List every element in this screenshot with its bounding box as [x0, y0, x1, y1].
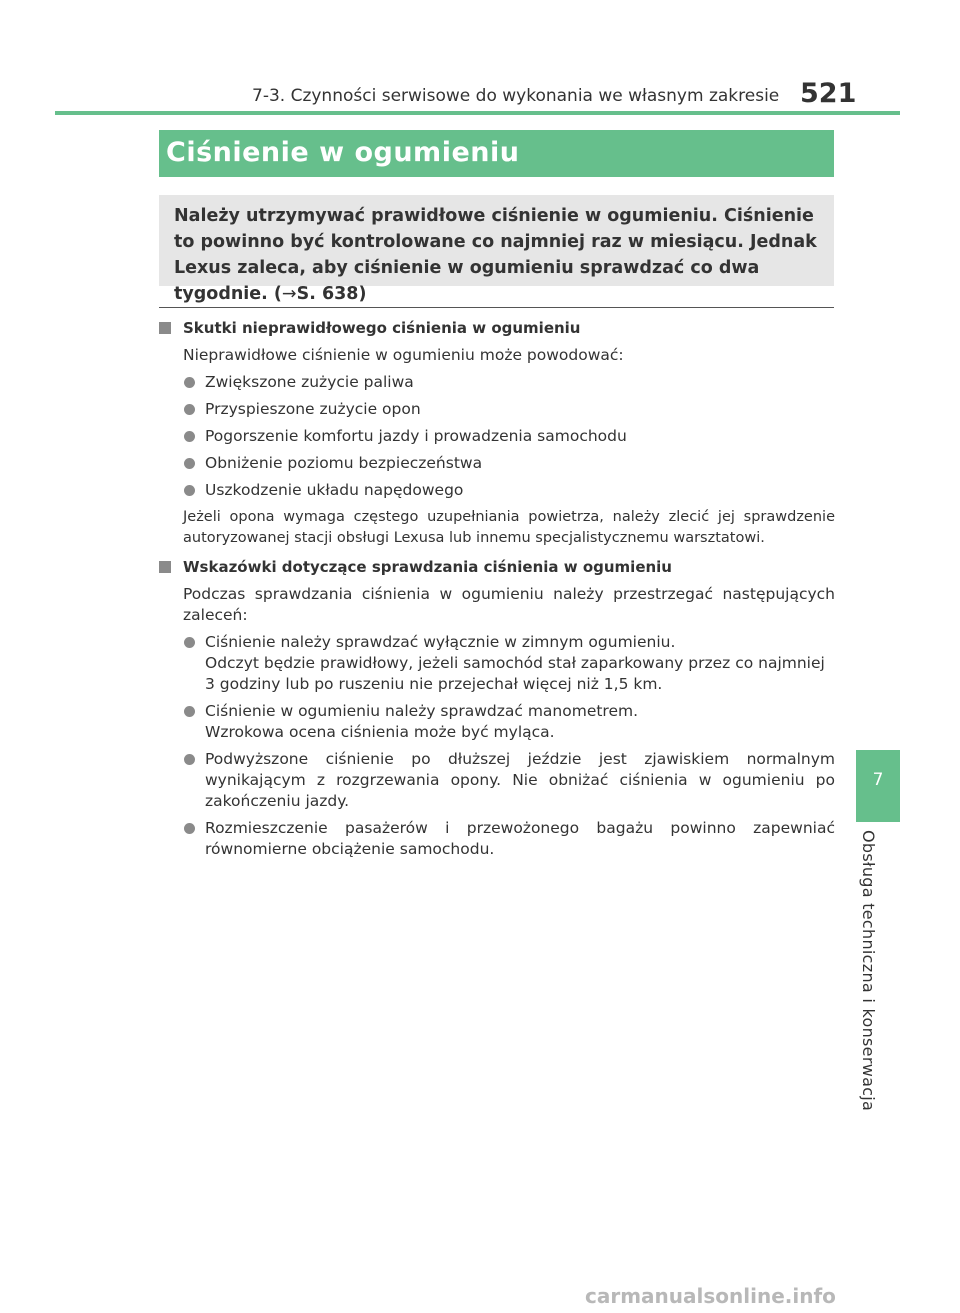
circle-bullet-icon [184, 404, 195, 415]
header-rule [55, 111, 900, 115]
header-section-title: 7-3. Czynności serwisowe do wykonania we własnym zakresie [252, 86, 780, 106]
circle-bullet-icon [184, 458, 195, 469]
list-item [159, 453, 835, 474]
list-item [159, 749, 835, 812]
arrow-icon: → [281, 284, 297, 304]
list-item [159, 701, 835, 743]
circle-bullet-icon [184, 485, 195, 496]
list-item-detail: Wzrokowa ocena ciśnienia może być myląca. [205, 723, 555, 741]
list-item [159, 632, 835, 695]
paragraph: Podczas sprawdzania ciśnienia w ogumieniu należy przestrzegać następujących zaleceń: [183, 585, 835, 624]
section-heading [159, 318, 835, 339]
circle-bullet-icon [184, 377, 195, 388]
list-item-title: Podwyższone ciśnienie po dłuższej jeździe jest zjawiskiem normalnym wynikającym z rozgrzewania opony. Nie obniżać ciśnienia w ogumieniu po zakończeniu jazdy. [205, 750, 835, 810]
list-item-text: Pogorszenie komfortu jazdy i prowadzenia samochodu [205, 427, 627, 445]
list-item-text: Uszkodzenie układu napędowego [205, 481, 464, 499]
section-heading-text: Wskazówki dotyczące sprawdzania ciśnienia w ogumieniu [183, 558, 672, 576]
circle-bullet-icon [184, 431, 195, 442]
footer-watermark: carmanualsonline.info [585, 1284, 836, 1308]
list-item [159, 372, 835, 393]
circle-bullet-icon [184, 706, 195, 717]
page-title: Ciśnienie w ogumieniu [166, 137, 520, 168]
list-item-text: Obniżenie poziomu bezpieczeństwa [205, 454, 483, 472]
list-item-title: Rozmieszczenie pasażerów i przewożonego bagażu powinno zapewniać równomierne obciążenie samochodu. [205, 819, 835, 858]
section-divider [159, 307, 834, 308]
square-bullet-icon [159, 561, 171, 573]
section-heading [159, 557, 835, 578]
circle-bullet-icon [184, 637, 195, 648]
chapter-number: 7 [872, 770, 884, 790]
list-item-title: Ciśnienie w ogumieniu należy sprawdzać manometrem. [205, 702, 639, 720]
title-bar [159, 130, 834, 177]
list-item [159, 399, 835, 420]
list-item [159, 818, 835, 860]
section-heading-text: Skutki nieprawidłowego ciśnienia w ogumieniu [183, 319, 581, 337]
circle-bullet-icon [184, 823, 195, 834]
intro-body: Należy utrzymywać prawidłowe ciśnienie w ogumieniu. Ciśnienie to powinno być kontrolowane co najmniej raz w miesiącu. Jednak Lexus zaleca, aby ciśnienie w ogumieniu sprawdzać co dwa tygodnie. ( [174, 206, 817, 304]
circle-bullet-icon [184, 754, 195, 765]
intro-page-reference: S. 638) [296, 284, 367, 304]
paragraph: Nieprawidłowe ciśnienie w ogumieniu może powodować: [183, 346, 624, 364]
intro-text [174, 203, 824, 307]
page-number: 521 [800, 78, 857, 109]
list-item-title: Ciśnienie należy sprawdzać wyłącznie w zimnym ogumieniu. [205, 633, 676, 651]
list-item [159, 480, 835, 501]
note-paragraph: Jeżeli opona wymaga częstego uzupełniania powietrza, należy zlecić jej sprawdzenie autoryzowanej stacji obsługi Lexusa lub innemu specjalistycznemu warsztatowi. [183, 509, 835, 546]
list-item-text: Przyspieszone zużycie opon [205, 400, 421, 418]
square-bullet-icon [159, 322, 171, 334]
list-item-detail: Odczyt będzie prawidłowy, jeżeli samochód stał zaparkowany przez co najmniej 3 godziny lub po ruszeniu nie przejechał więcej niż 1,5 km. [205, 654, 825, 693]
chapter-label: Obsługa techniczna i konserwacja [859, 830, 878, 1112]
main-content [159, 318, 835, 866]
intro-box [159, 195, 834, 304]
list-item-text: Zwiększone zużycie paliwa [205, 373, 414, 391]
list-item [159, 426, 835, 447]
chapter-tab [856, 750, 900, 822]
